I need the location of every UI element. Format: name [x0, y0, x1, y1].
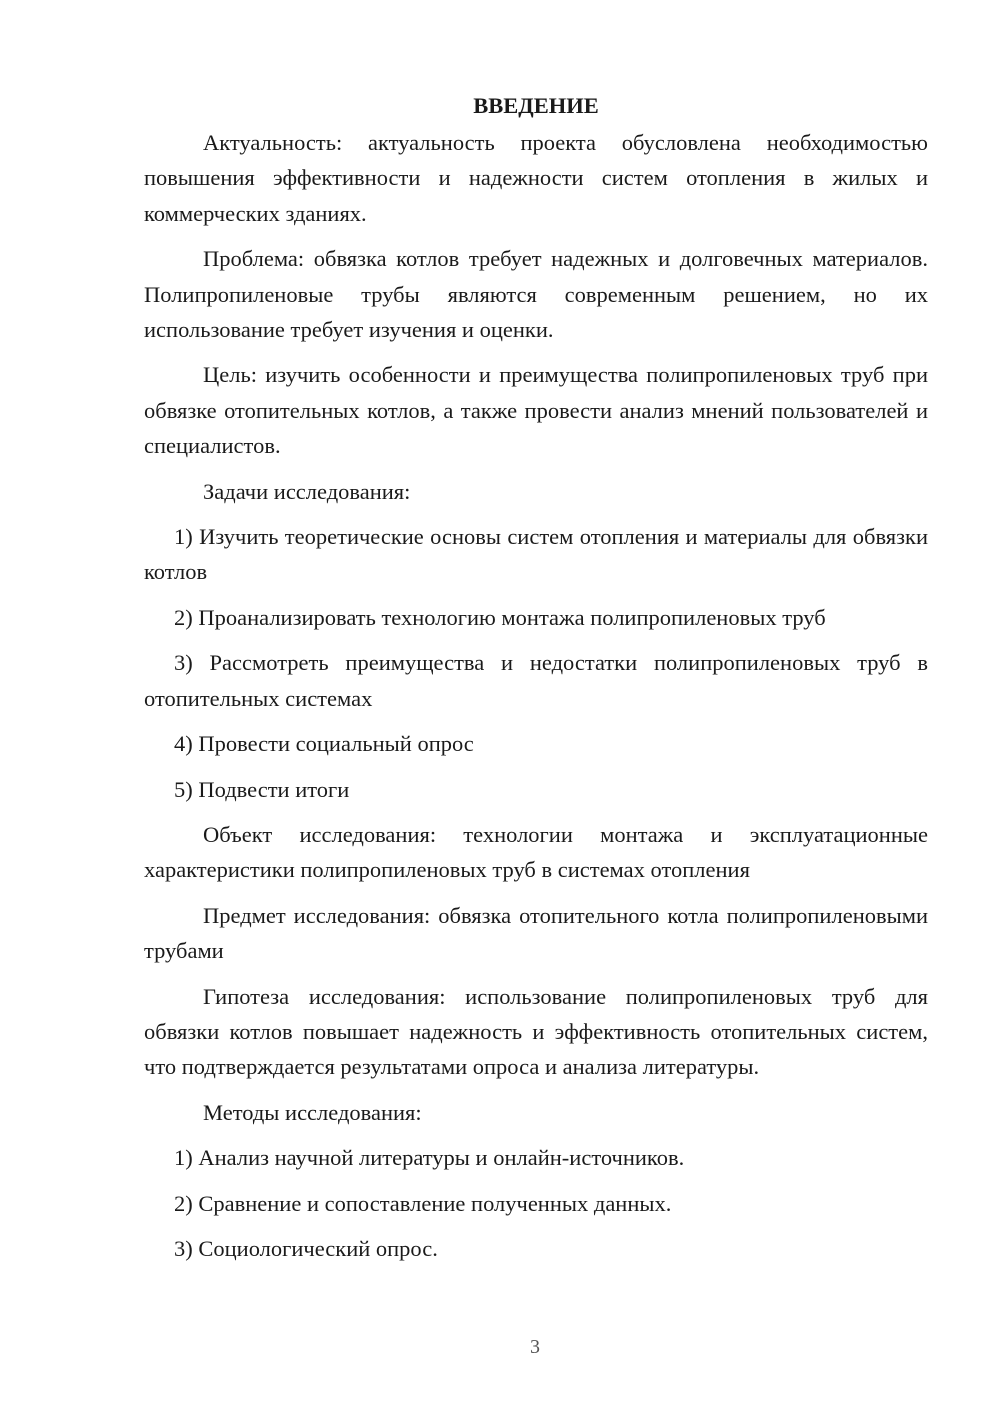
task-item-2: 2) Проанализировать технологию монтажа полипропиленовых труб: [174, 604, 826, 630]
task-item-1: 1) Изучить теоретические основы систем отопления и материалы для обвязки котлов: [144, 524, 928, 585]
tasks-heading: Задачи исследования:: [203, 478, 411, 504]
method-item-3: 3) Социологический опрос.: [174, 1235, 438, 1261]
method-item-2: 2) Сравнение и сопоставление полученных данных.: [174, 1190, 672, 1216]
object-paragraph: Объект исследования: технологии монтажа и эксплуатационные характеристики полипропиленовых труб в системах отопления: [144, 821, 928, 883]
goal-paragraph: Цель: изучить особенности и преимущества полипропиленовых труб при обвязке отопительных котлов, а также провести анализ мнений пользователей и специалистов.: [144, 362, 928, 459]
task-item-4: 4) Провести социальный опрос: [174, 731, 474, 757]
task-item-3: 3) Рассмотреть преимущества и недостатки полипропиленовых труб в отопительных системах: [144, 650, 928, 711]
problem-paragraph: Проблема: обвязка котлов требует надежных и долговечных материалов. Полипропиленовые трубы являются современным решением, но их использование требует изучения и оценки.: [144, 246, 928, 343]
method-item-1: 1) Анализ научной литературы и онлайн-источников.: [174, 1145, 685, 1171]
task-item-5: 5) Подвести итоги: [174, 776, 350, 802]
page-title: ВВЕДЕНИЕ: [473, 93, 599, 118]
methods-heading: Методы исследования:: [203, 1099, 422, 1125]
hypothesis-paragraph: Гипотеза исследования: использование полипропиленовых труб для обвязки котлов повышает надежность и эффективность отопительных систем, что подтверждается результатами опроса и анализа литературы.: [144, 983, 928, 1080]
relevance-paragraph: Актуальность: актуальность проекта обусловлена необходимостью повышения эффективности и надежности систем отопления в жилых и коммерческих зданиях.: [144, 130, 928, 226]
page-number: 3: [530, 1336, 540, 1358]
page-content: [144, 88, 928, 1276]
subject-paragraph: Предмет исследования: обвязка отопительного котла полипропиленовыми трубами: [144, 902, 928, 964]
